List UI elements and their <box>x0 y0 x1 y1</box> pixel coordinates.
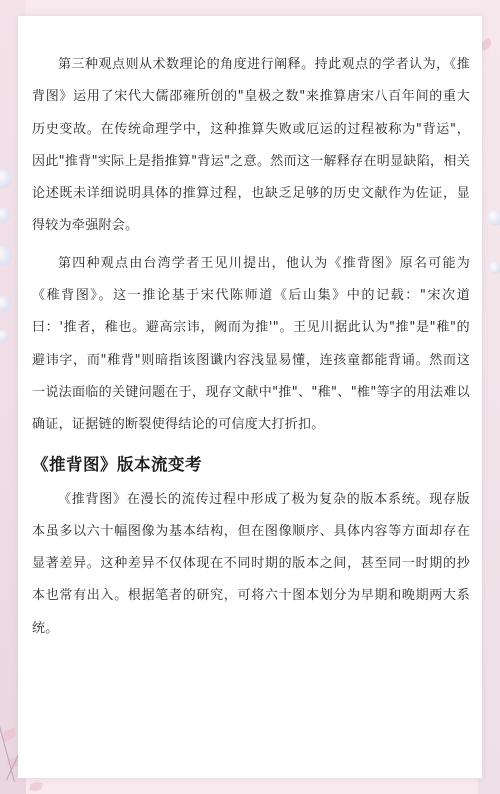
paragraph: 第三种观点则从术数理论的角度进行阐释。持此观点的学者认为，《推背图》运用了宋代大儒邵雍所创的"皇极之数"来推算唐宋八百年间的重大历史变故。在传统命理学中，这种推算失败或厄运的过程被称为"背运"，因此"推背"实际上是指推算"背运"之意。然而这一解释存在明显缺陷，相关论述既未详细说明具体的推算过程，也缺乏足够的历史文献作为佐证，显得较为牵强附会。 <box>32 57 470 234</box>
paragraph: 第四种观点由台湾学者王见川提出，他认为《推背图》原名可能为《稚背图》。这一推论基于宋代陈师道《后山集》中的记载："宋次道曰：'推者，稚也。避高宗讳，阙而为推'"。王见川据此认为"推"是"稚"的避讳字，而"稚背"则暗指该图谶内容浅显易懂，连孩童都能背诵。然而这一说法面临的关键问题在于，现存文献中"推"、"稚"、"椎"等字的用法难以确证，证据链的断裂使得结论的可信度大打折扣。 <box>32 255 470 433</box>
paragraph: 《推背图》在漫长的流传过程中形成了极为复杂的版本系统。现存版本虽多以六十幅图像为基本结构，但在图像顺序、具体内容等方面却存在显著差异。这种差异不仅体现在不同时期的版本之间，甚至同一时期的抄本也常有出入。根据笔者的研究，可将六十图本划分为早期和晚期两大系统。 <box>32 491 470 636</box>
petal-decoration <box>29 781 42 792</box>
section-heading: 《推背图》版本流变考 <box>32 454 202 474</box>
bubble-decoration <box>487 210 500 226</box>
document-page <box>18 16 482 778</box>
bubble-decoration <box>489 262 500 274</box>
document-content <box>32 49 470 645</box>
